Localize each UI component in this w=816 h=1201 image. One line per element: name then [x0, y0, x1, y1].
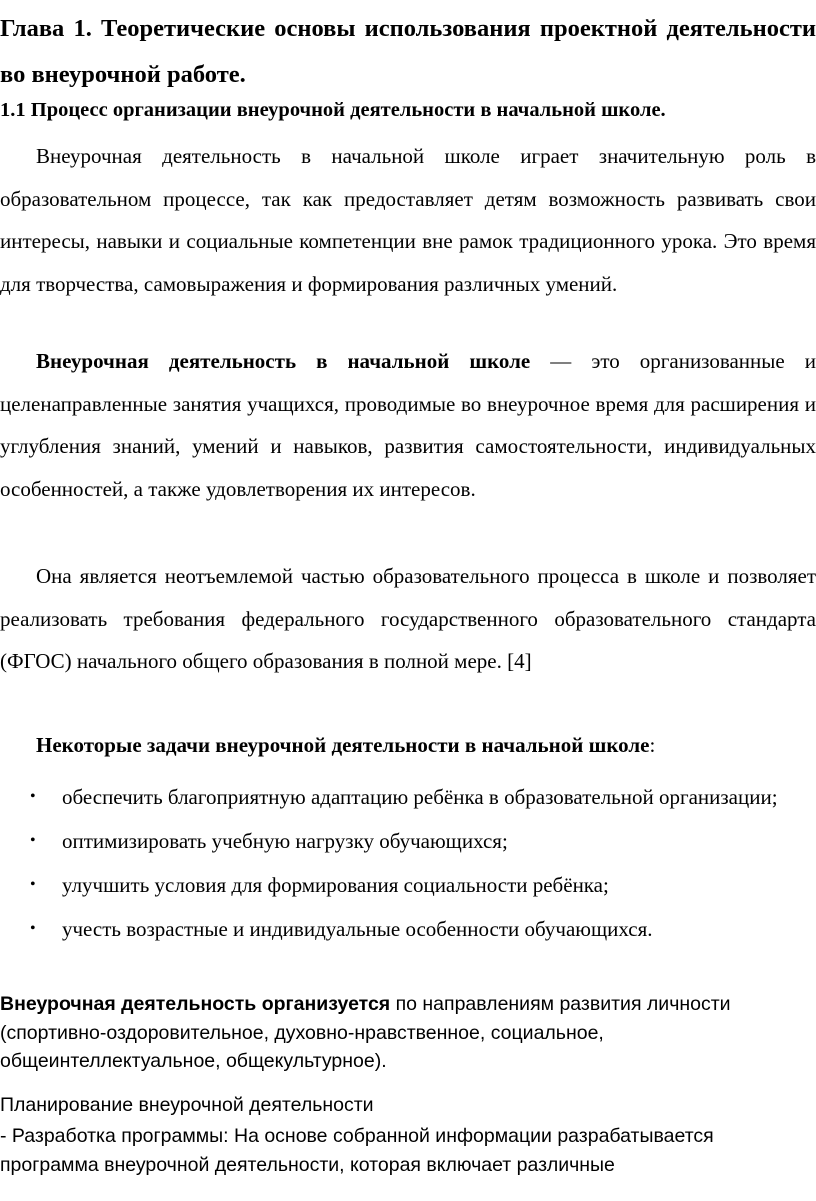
bullet-icon: • — [30, 920, 36, 937]
planning-title: Планирование внеурочной деятельности — [0, 1094, 374, 1116]
list-item-text: оптимизировать учебную нагрузку обучающихся; — [62, 829, 508, 853]
tasks-heading-bold: Некоторые задачи внеурочной деятельности в начальной школе — [36, 733, 650, 757]
bullet-icon: • — [30, 788, 36, 805]
paragraph-definition — [0, 340, 816, 510]
list-item-text: улучшить условия для формирования социальности ребёнка; — [62, 873, 609, 897]
definition-term: Внеурочная деятельность в начальной школе — [36, 349, 531, 373]
paragraph-organization — [0, 990, 816, 1076]
list-item — [0, 865, 816, 905]
organization-bold: Внеурочная деятельность организуется — [0, 993, 391, 1015]
list-item — [0, 777, 816, 817]
section-title: 1.1 Процесс организации внеурочной деятельности в начальной школе. — [0, 99, 666, 121]
paragraph-intro: Внеурочная деятельность в начальной школе играет значительную роль в образовательном процессе, так как предоставляет детям возможность развивать свои интересы, навыки и социальные компетенции вне рамок традиционного урока. Это время для творчества, самовыражения и формирования различных умений. — [0, 144, 816, 296]
paragraph-fgos: Она является неотъемлемой частью образовательного процесса в школе и позволяет реализовать требования федерального государственного образовательного стандарта (ФГОС) начального общего образования в полной мере. [4] — [0, 564, 816, 673]
organization-text: по направлениям развития личности (спортивно-оздоровительное, духовно-нравственное, социальное, общеинтеллектуальное, общекультурное). — [0, 993, 731, 1072]
chapter-title: Глава 1. Теоретические основы использования проектной деятельности во внеурочной работе. — [0, 15, 816, 88]
definition-text: — это организованные и целенаправленные занятия учащихся, проводимые во внеурочное время для расширения и углубления знаний, умений и навыков, развития самостоятельности, индивидуальных особенностей, а также удовлетворения их интересов. — [0, 349, 816, 501]
bullet-icon: • — [30, 876, 36, 893]
bullet-icon: • — [30, 832, 36, 849]
list-item — [0, 909, 816, 949]
tasks-heading — [36, 725, 816, 765]
list-item-text: учесть возрастные и индивидуальные особенности обучающихся. — [62, 917, 653, 941]
list-item-text: обеспечить благоприятную адаптацию ребёнка в образовательной организации; — [62, 785, 778, 809]
paragraph-program: - Разработка программы: На основе собранной информации разрабатывается программа внеурочной деятельности, которая включает различные — [0, 1125, 714, 1176]
tasks-heading-colon: : — [649, 733, 656, 757]
list-item — [0, 821, 816, 861]
tasks-list — [0, 777, 816, 953]
